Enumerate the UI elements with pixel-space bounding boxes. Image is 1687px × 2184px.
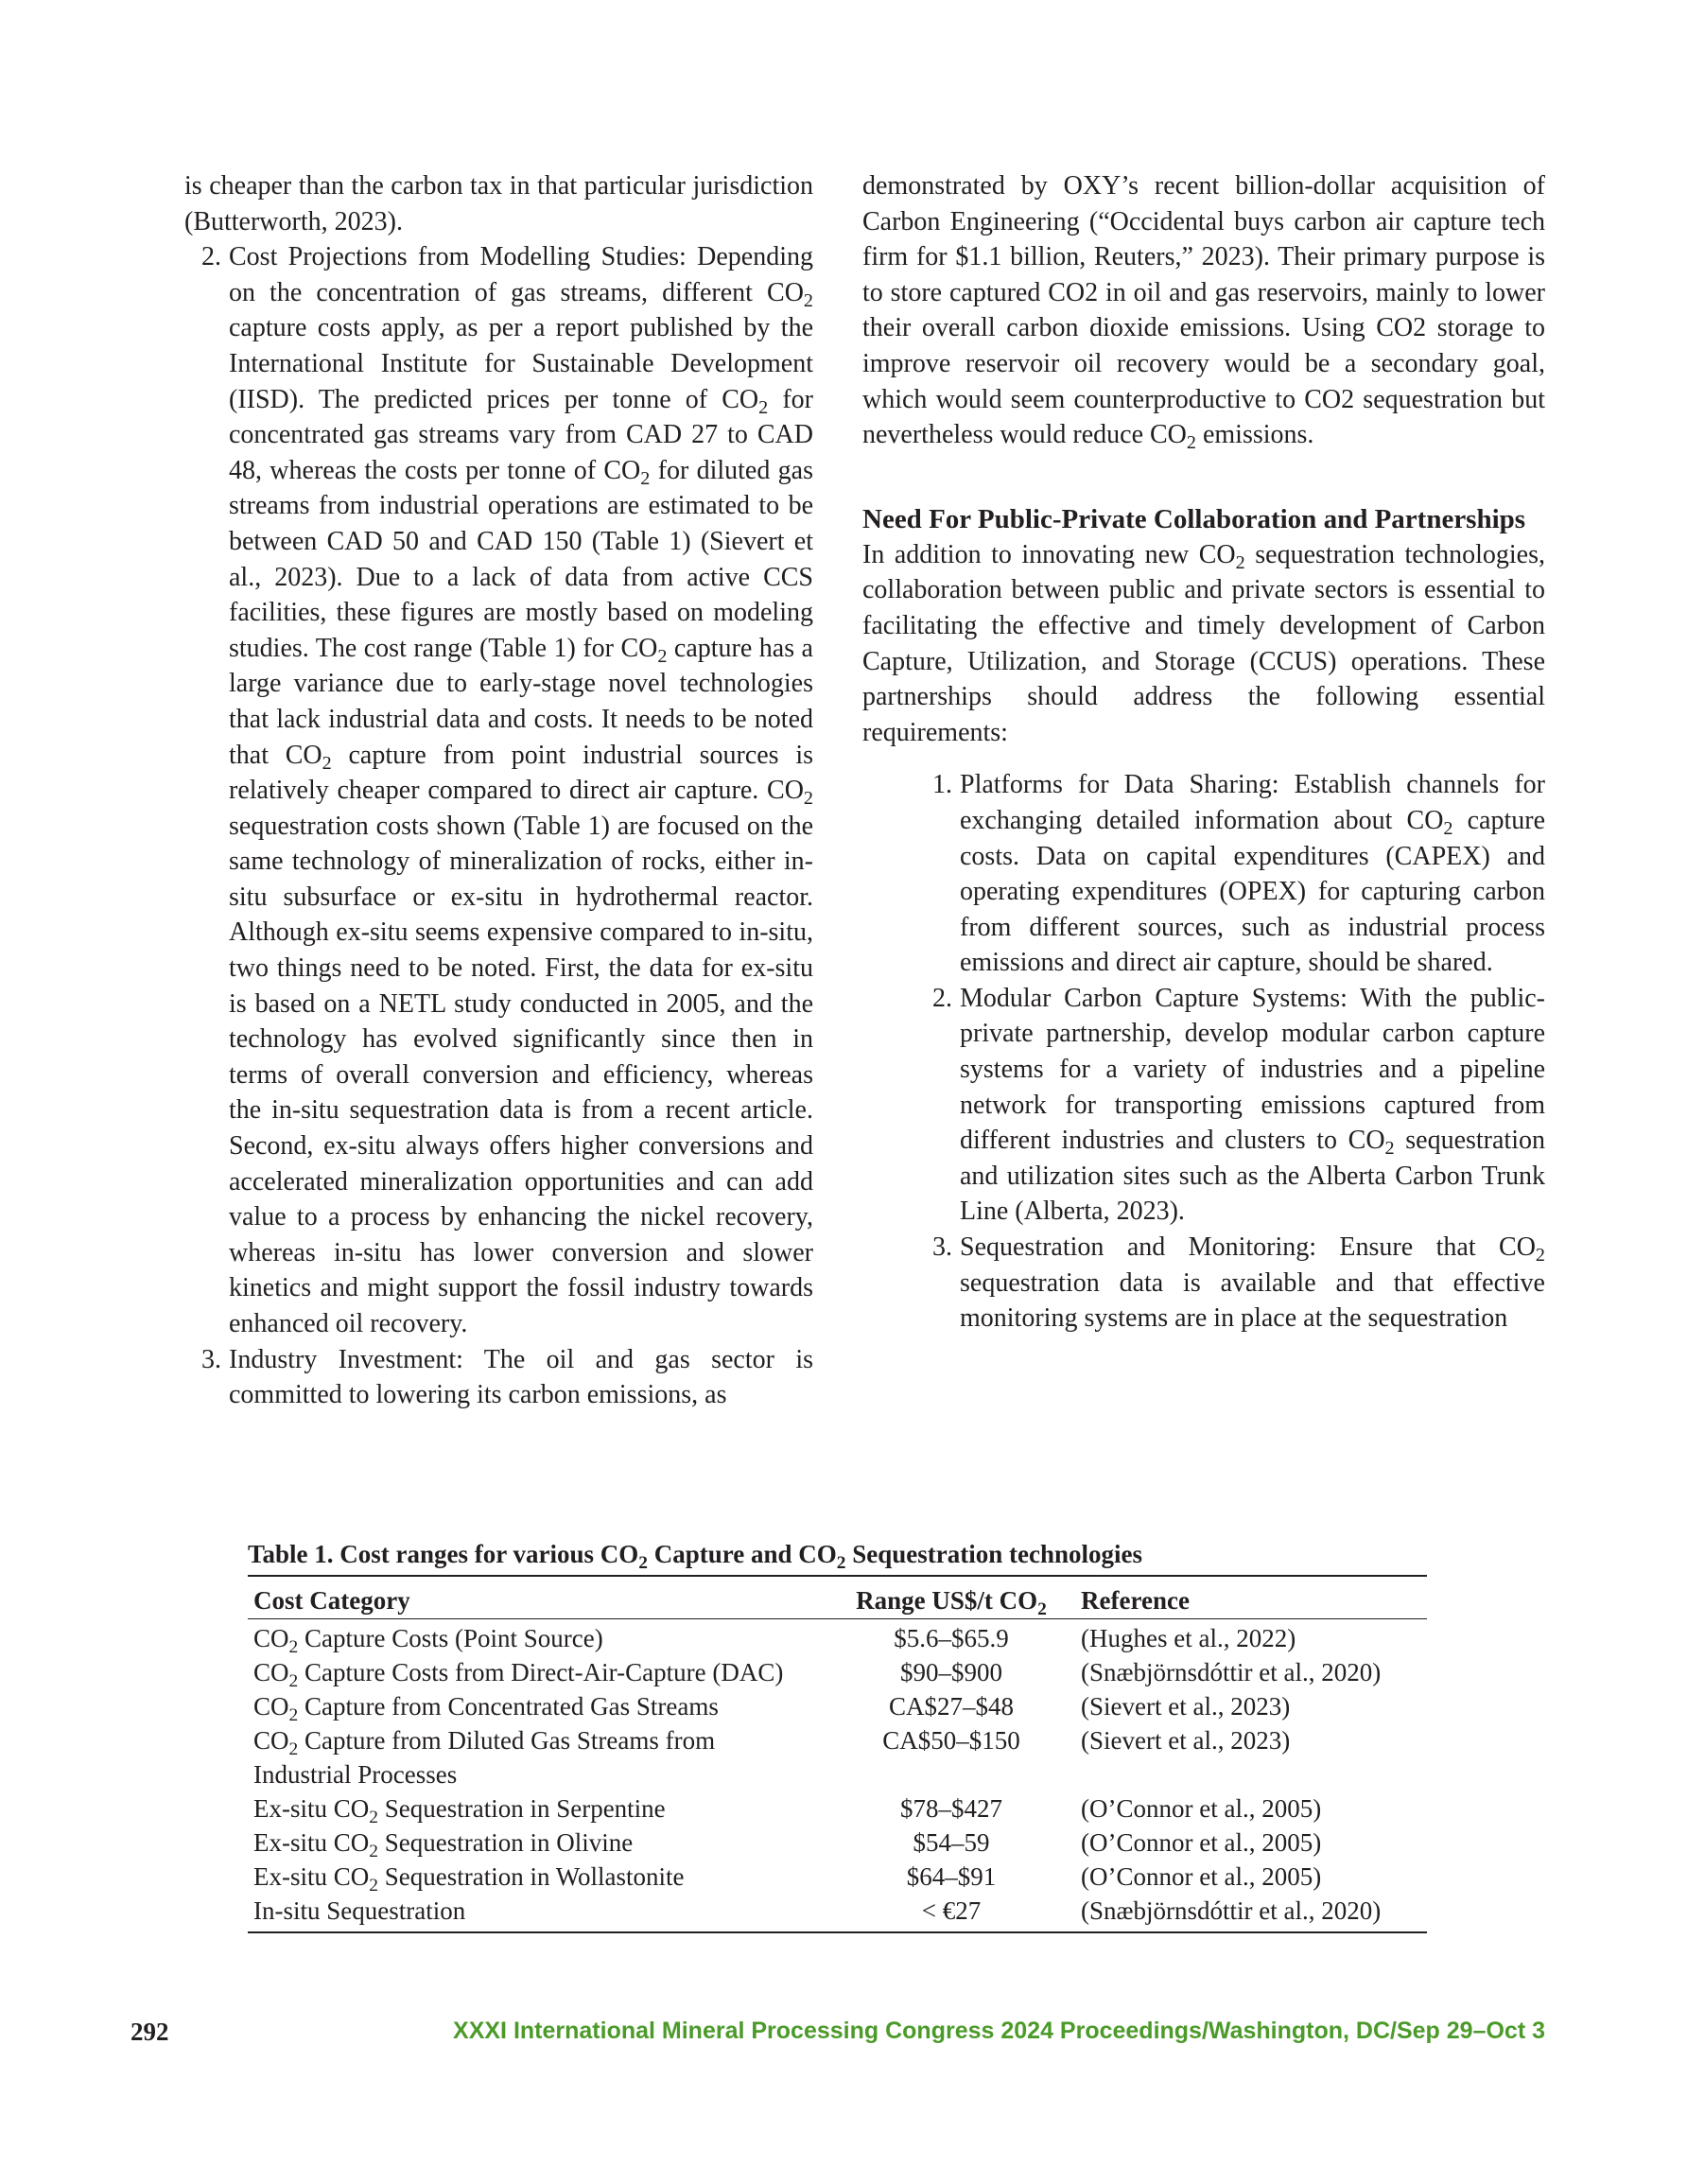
cost-category-cell: $CO_2$ Capture from Concentrated Gas Streams [253,1692,719,1725]
reference-cell: (O’Connor et al., 2005) [1081,1862,1322,1891]
table-row [248,1619,1427,1656]
reference-cell: (O’Connor et al., 2005) [1081,1794,1322,1823]
page-number: 292 [130,2018,169,2046]
list-item-text: Modular Carbon Capture Systems: With the public-private partnership, develop modular carbon capture systems for a variety of industries and a pipeline network for transporting emissions captured from different industries and clusters to $CO_2$ sequestration and utilization sites such as the Alberta Carbon Trunk Line (Alberta, 2023). [960,983,1545,1227]
table-row [248,1689,1427,1723]
table-row [248,1791,1427,1826]
reference-cell: (Hughes et al., 2022) [1081,1624,1296,1652]
range-cell: $64–$91 [906,1862,997,1891]
table-row [248,1826,1427,1860]
range-cell: < €27 [921,1896,982,1925]
right-continuation-paragraph: demonstrated by OXY’s recent billion-dollar acquisition of Carbon Engineering (“Occidental buys carbon air capture tech firm for $1.1 billion, Reuters,” 2023). Their primary purpose is to store captured CO2 in oil and gas reservoirs, mainly to lower their overall carbon dioxide emissions. Using CO2 storage to improve reservoir oil recovery would be a secondary goal, which would seem counterproductive to CO2 sequestration but nevertheless would reduce $CO_2$ emissions. [862,171,1545,454]
footer-proceedings-text: XXXI International Mineral Processing Congress 2024 Proceedings/Washington, DC/Sep 29–Oct 3 [453,2018,1545,2044]
cost-category-cell: In-situ Sequestration [253,1896,466,1925]
table-row [248,1655,1427,1689]
list-item-number: 3. [201,1344,221,1374]
cost-category-cell: Ex-situ $CO_2$ Sequestration in Olivine [253,1828,634,1861]
range-cell: $54–59 [913,1828,990,1857]
list-item-number: 2. [201,242,221,272]
table-row [248,1723,1427,1791]
list-item [932,981,1545,1230]
cost-category-cell: $CO_2$ Capture from Diluted Gas Streams from Industrial Processes [253,1726,716,1789]
cost-category-cell: $CO_2$ Capture Costs from Direct-Air-Capture (DAC) [253,1658,784,1691]
list-item-text: Platforms for Data Sharing: Establish channels for exchanging detailed information about $CO_2$ capture costs. Data on capital expenditures (CAPEX) and operating expenditures (OPEX) for capturing carbon from different sources, such as industrial process emissions and direct air capture, should be shared. [960,770,1545,978]
reference-cell: (O’Connor et al., 2005) [1081,1828,1322,1857]
right-column [862,168,1545,1337]
range-cell: CA$50–$150 [882,1726,1020,1755]
list-item-text: Sequestration and Monitoring: Ensure that $CO_2$ sequestration data is available and that effective monitoring systems are in place at the sequestration [960,1232,1545,1334]
cost-table-block [248,1537,1427,1933]
list-item-number: 2. [932,983,952,1013]
table-body [248,1619,1427,1933]
list-item [932,767,1545,981]
left-continuation-paragraph: is cheaper than the carbon tax in that particular jurisdiction (Butterworth, 2023). [184,171,813,236]
left-numbered-list [184,239,813,1413]
list-item [201,239,813,1341]
reference-cell: (Sievert et al., 2023) [1081,1692,1291,1721]
list-item-text: Cost Projections from Modelling Studies: Depending on the concentration of gas streams, different $CO_2$ capture costs apply, as per a report published by the International Institute for Sustainable Development (IISD). The predicted prices per tonne of $CO_2$ for concentrated gas streams vary from CAD 27 to CAD 48, whereas the costs per tonne of $CO_2$ for diluted gas streams from industrial operations are estimated to be between CAD 50 and CAD 150 (Table 1) (Sievert et al., 2023). Due to a lack of data from active CCS facilities, these figures are mostly based on modeling studies. The cost range (Table 1) for $CO_2$ capture has a large variance due to early-stage novel technologies that lack industrial data and costs. It needs to be noted that $CO_2$ capture from point industrial sources is relatively cheaper compared to direct air capture. $CO_2$ sequestration costs shown (Table 1) are focused on the same technology of mineralization of rocks, either in-situ subsurface or ex-situ in hydrothermal reactor. Although ex-situ seems expensive compared to in-situ, two things need to be noted. First, the data for ex-situ is based on a NETL study conducted in 2005, and the technology has evolved significantly since then in terms of overall conversion and efficiency, whereas the in-situ sequestration data is from a recent article. Second, ex-situ always offers higher conversions and accelerated mineralization opportunities and can add value to a process by enhancing the nickel recovery, whereas in-situ has lower conversion and slower kinetics and might support the fossil industry towards enhanced oil recovery. [229,242,813,1338]
range-cell: $78–$427 [900,1794,1002,1823]
range-cell: CA$27–$48 [888,1692,1014,1721]
cost-category-cell: Ex-situ $CO_2$ Sequestration in Serpentine [253,1794,666,1827]
list-item-number: 1. [932,770,952,800]
section-heading: Need For Public-Private Collaboration and Partnerships [862,503,1526,534]
header-range: Range US$/t $CO_2$ [827,1576,1075,1619]
table-header-row [248,1576,1427,1619]
section-intro-paragraph: In addition to innovating new $CO_2$ sequestration technologies, collaboration between public and private sectors is essential to facilitating the effective and timely development of Carbon Capture, Utilization, and Storage (CCUS) operations. These partnerships should address the following essential requirements: [862,539,1545,747]
table-row [248,1860,1427,1894]
cost-category-cell: $CO_2$ Capture Costs (Point Source) [253,1624,603,1657]
range-cell: $90–$900 [900,1658,1002,1686]
table-row [248,1894,1427,1932]
reference-cell: (Sievert et al., 2023) [1081,1726,1291,1755]
range-cell: $5.6–$65.9 [894,1624,1009,1652]
list-item-number: 3. [932,1232,952,1263]
reference-cell: (Snæbjörnsdóttir et al., 2020) [1081,1658,1382,1686]
table-caption: Table 1. Cost ranges for various $CO_2$ Capture and $CO_2$ Sequestration technologies [248,1540,1143,1573]
header-cost-category: Cost Category [248,1576,827,1619]
list-item [932,1230,1545,1337]
left-column [184,168,813,1413]
reference-cell: (Snæbjörnsdóttir et al., 2020) [1081,1896,1382,1925]
cost-category-cell: Ex-situ $CO_2$ Sequestration in Wollastonite [253,1862,685,1896]
list-item [201,1342,813,1413]
cost-ranges-table [248,1575,1427,1933]
header-reference: Reference [1075,1576,1427,1619]
right-numbered-list [862,767,1545,1337]
list-item-text: Industry Investment: The oil and gas sector is committed to lowering its carbon emissions, as [229,1344,813,1410]
